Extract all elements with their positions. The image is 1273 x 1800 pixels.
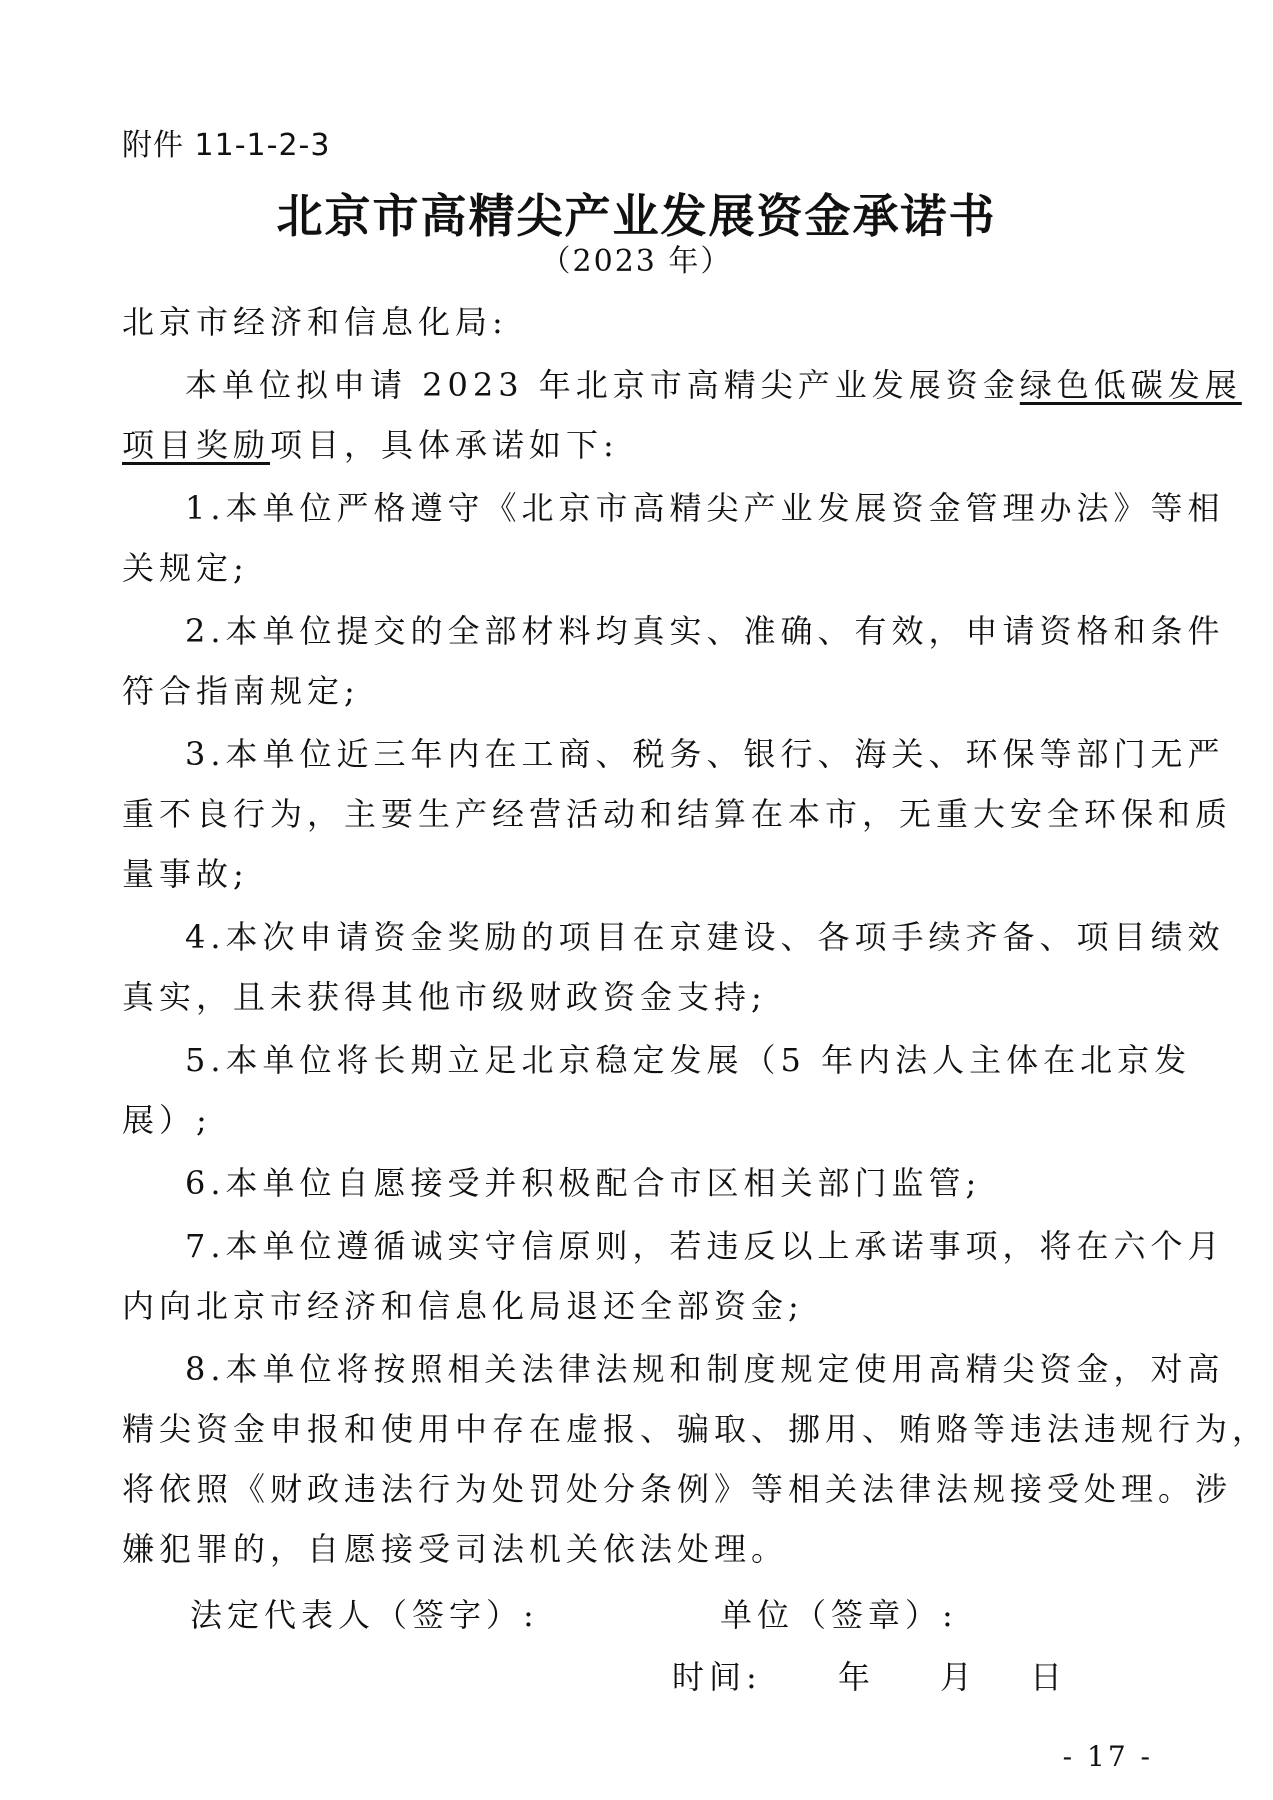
commitment-4-cont: 真实，且未获得其他市级财政资金支持; — [122, 978, 767, 1016]
date-day: 日 — [1030, 1658, 1068, 1696]
date-label: 时间: — [672, 1658, 762, 1696]
commitment-8-cont-3: 嫌犯罪的，自愿接受司法机关依法处理。 — [122, 1530, 789, 1568]
commitment-3-cont-2: 量事故; — [122, 855, 249, 893]
intro-text: 本单位拟申请 2023 年北京市高精尖产业发展资金 — [185, 366, 1020, 404]
commitment-1: 1.本单位严格遵守《北京市高精尖产业发展资金管理办法》等相 — [185, 489, 1225, 527]
commitment-8: 8.本单位将按照相关法律法规和制度规定使用高精尖资金，对高 — [185, 1350, 1225, 1388]
commitment-3-cont: 重不良行为，主要生产经营活动和结算在本市，无重大安全环保和质 — [122, 795, 1233, 833]
project-name-underlined: 绿色低碳发展 — [1019, 366, 1242, 404]
legal-representative-signature: 法定代表人（签字）: — [190, 1596, 539, 1634]
document-year: （2023 年） — [540, 244, 733, 279]
commitment-8-cont-2: 将依照《财政违法行为处罚处分条例》等相关法律法规接受处理。涉 — [122, 1470, 1233, 1508]
commitment-4: 4.本次申请资金奖励的项目在京建设、各项手续齐备、项目绩效 — [185, 918, 1225, 956]
page-number: - 17 - — [1062, 1740, 1153, 1773]
commitment-3: 3.本单位近三年内在工商、税务、银行、海关、环保等部门无严 — [185, 735, 1225, 773]
commitment-6: 6.本单位自愿接受并积极配合市区相关部门监管; — [185, 1164, 982, 1202]
intro-line-1 — [185, 360, 1242, 406]
date-year: 年 — [838, 1658, 876, 1696]
commitment-8-cont: 精尖资金申报和使用中存在虚报、骗取、挪用、贿赂等违法违规行为， — [122, 1410, 1270, 1448]
document-title: 北京市高精尖产业发展资金承诺书 — [276, 189, 997, 243]
commitment-2: 2.本单位提交的全部材料均真实、准确、有效，申请资格和条件 — [185, 612, 1225, 650]
intro-text-rest: 项目，具体承诺如下: — [270, 426, 619, 464]
commitment-1-cont: 关规定; — [122, 549, 249, 587]
commitment-7-cont: 内向北京市经济和信息化局退还全部资金; — [122, 1287, 804, 1325]
commitment-5: 5.本单位将长期立足北京稳定发展（5 年内法人主体在北京发 — [185, 1041, 1192, 1079]
addressee: 北京市经济和信息化局: — [122, 303, 508, 341]
attachment-label: 附件 11-1-2-3 — [122, 128, 331, 163]
project-name-underlined-cont: 项目奖励 — [122, 426, 271, 464]
intro-line-2 — [122, 420, 619, 466]
unit-seal: 单位（签章）: — [720, 1596, 958, 1634]
commitment-2-cont: 符合指南规定; — [122, 672, 360, 710]
commitment-7: 7.本单位遵循诚实守信原则，若违反以上承诺事项，将在六个月 — [185, 1227, 1225, 1265]
commitment-5-cont: 展）; — [122, 1101, 212, 1139]
date-month: 月 — [940, 1658, 978, 1696]
